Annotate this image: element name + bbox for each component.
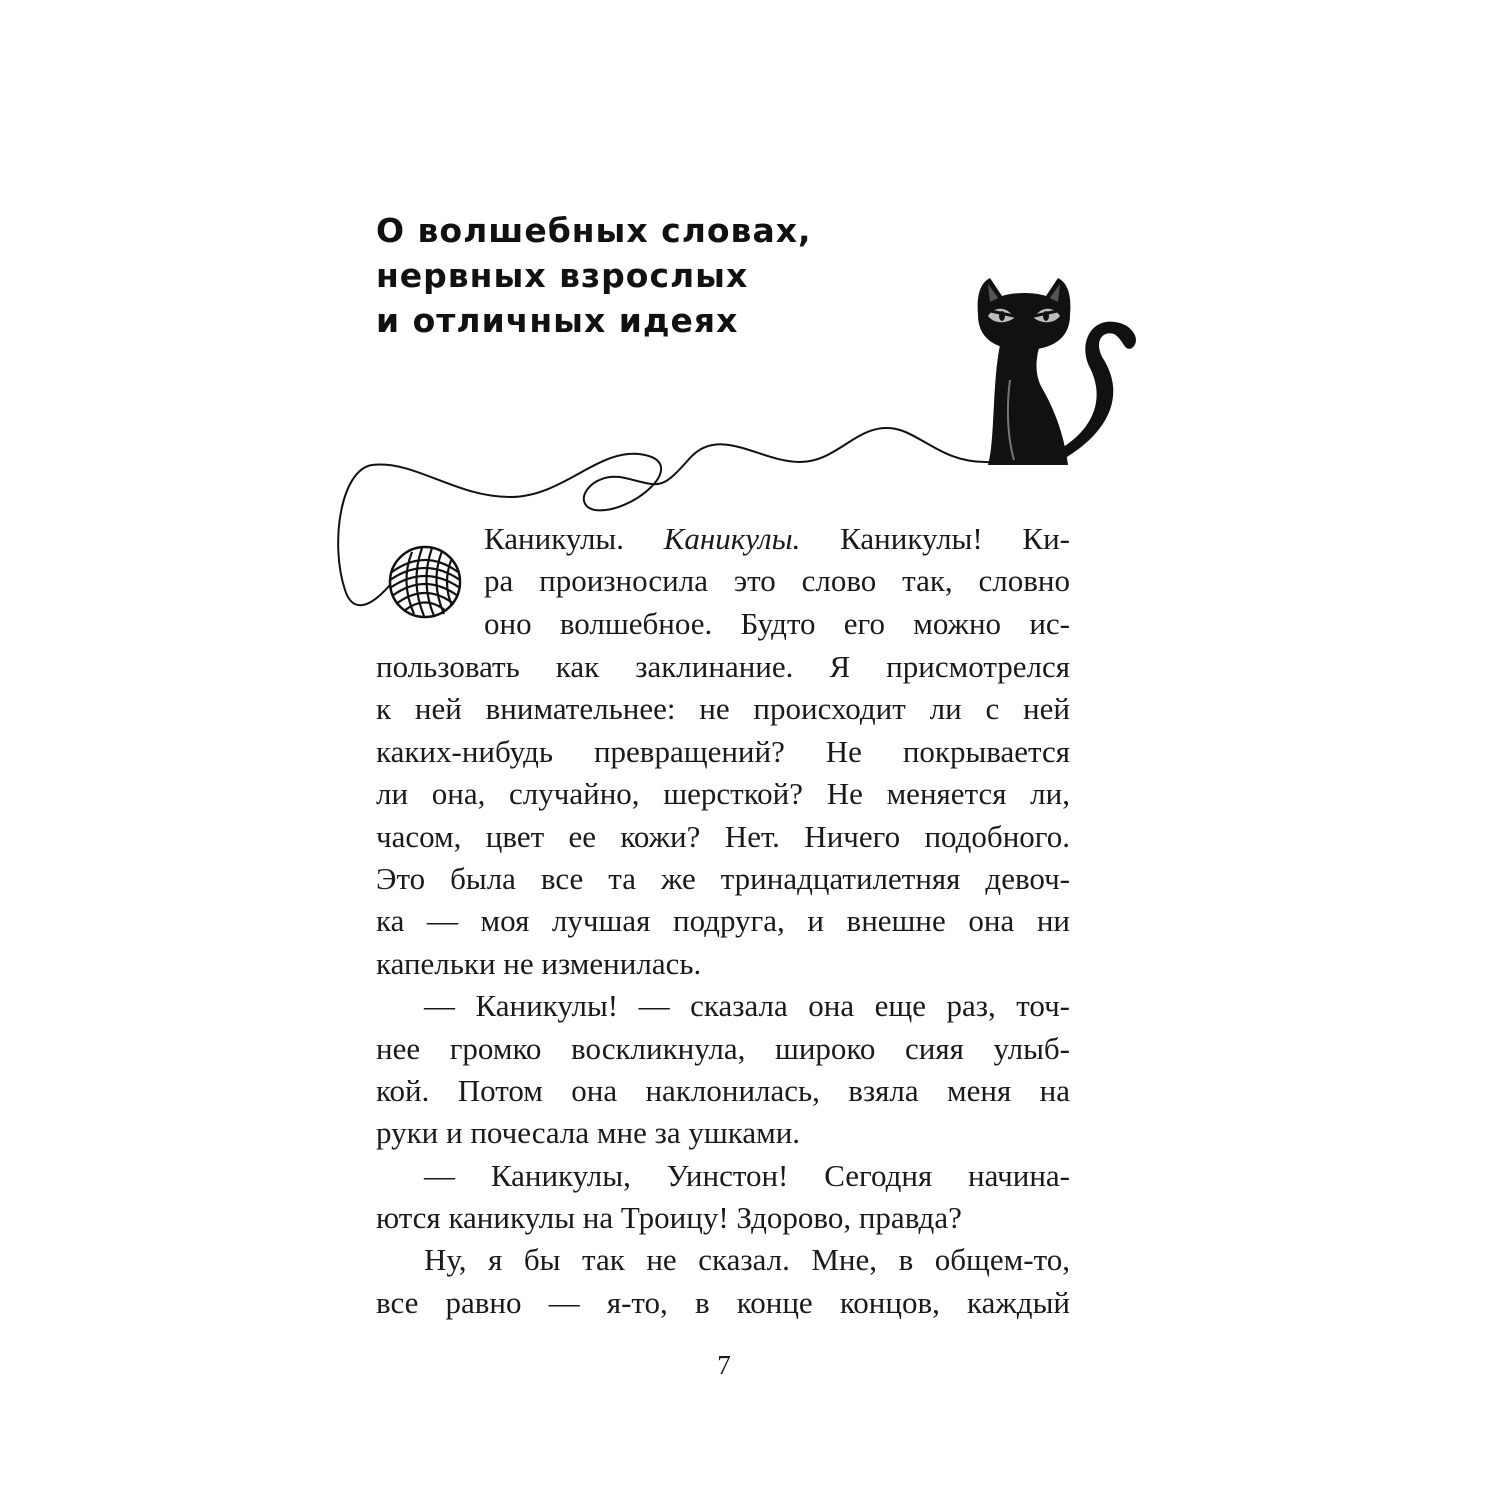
text-word: Каникулы.: [484, 521, 625, 556]
text-line: Это была все та же тринадцатилетняя девоч-: [376, 860, 1070, 896]
italic-word: Каникулы.: [663, 521, 801, 556]
body-text: [376, 646, 1070, 1324]
black-cat-icon: [978, 278, 1136, 465]
text-fragment: Каникулы! Ки-: [840, 521, 1071, 556]
chapter-title-line: и отличных идеях: [376, 301, 739, 340]
text-line: кой. Потом она наклонилась, взяла меня на: [376, 1072, 1070, 1108]
text-line: к ней внимательнее: не происходит ли с ней: [376, 691, 1070, 727]
text-line: пользовать как заклинание. Я присмотрелся: [376, 649, 1070, 684]
chapter-title-line: О волшебных словах,: [376, 211, 812, 250]
text-line: капельки не изменилась.: [376, 945, 702, 981]
text-line: нее громко воскликнула, широко сияя улыб-: [376, 1030, 1070, 1066]
text-line: Ну, я бы так не сказал. Мне, в общем-то,: [424, 1242, 1070, 1278]
paragraph-opening: [484, 518, 1070, 645]
chapter-title-line: нервных взрослых: [376, 256, 749, 295]
text-line: — Каникулы, Уинстон! Сегодня начина-: [424, 1157, 1070, 1193]
text-line: ка — моя лучшая подруга, и внешне она ни: [376, 903, 1070, 939]
text-line: все равно — я-то, в конце концов, каждый: [376, 1284, 1070, 1320]
text-line: — Каникулы! — сказала она еще раз, точ-: [424, 988, 1070, 1024]
text-line: оно волшебное. Будто его можно ис-: [484, 605, 1070, 641]
text-line: каких-нибудь превращений? Не покрывается: [376, 733, 1070, 769]
yarn-ball-icon: [390, 547, 460, 617]
text-line: руки и почесала мне за ушками.: [376, 1115, 801, 1151]
text-line: [484, 518, 1070, 560]
text-line: ра произносила это слово так, словно: [484, 563, 1070, 599]
text-line: ются каникулы на Троицу! Здорово, правда?: [376, 1200, 962, 1236]
text-line: ли она, случайно, шерсткой? Не меняется ли,: [376, 776, 1070, 812]
page-number: 7: [717, 1350, 731, 1380]
text-line: часом, цвет ее кожи? Нет. Ничего подобного.: [376, 818, 1070, 854]
